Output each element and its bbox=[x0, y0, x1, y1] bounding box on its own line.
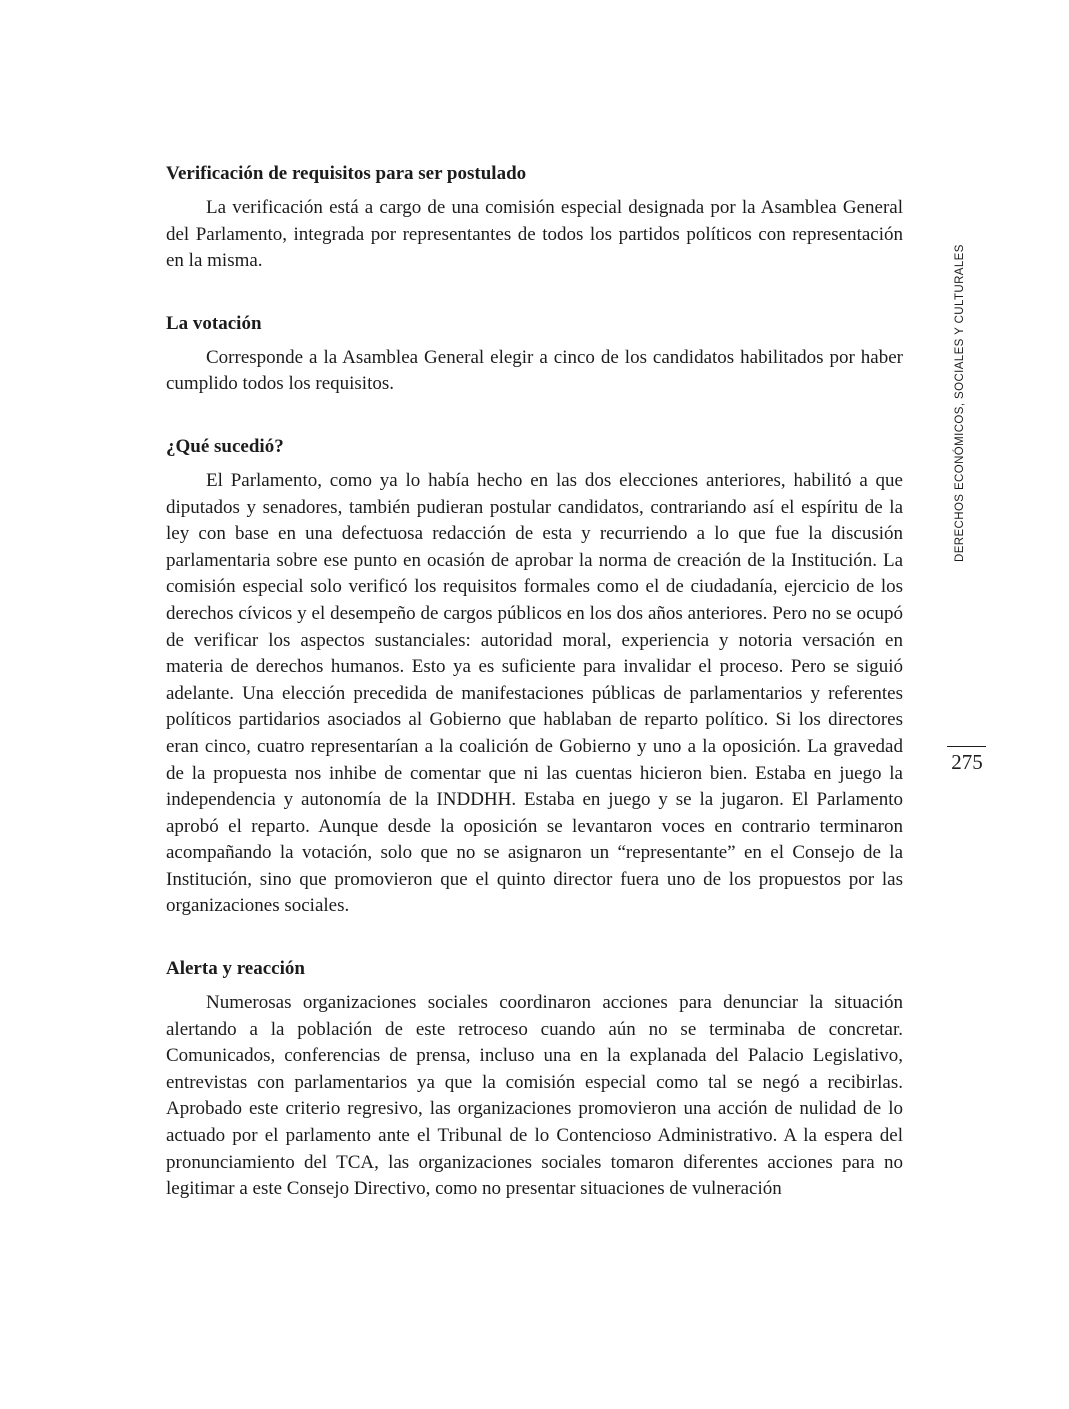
section-spacer bbox=[166, 920, 903, 956]
section-heading-votacion: La votación bbox=[166, 312, 262, 334]
running-section-label: DERECHOS ECONÓMICOS, SOCIALES Y CULTURALES bbox=[954, 244, 966, 562]
section-spacer bbox=[166, 398, 903, 434]
section-spacer bbox=[166, 275, 903, 311]
section-paragraph-votacion: Corresponde a la Asamblea General elegir a cinco de los candidatos habilitados por haber cumplido todos los requisitos. bbox=[166, 346, 903, 395]
section-paragraph-verificacion: La verificación está a cargo de una comisión especial designada por la Asamblea General del Parlamento, integrada por representantes de todos los partidos políticos con representación en la misma. bbox=[166, 197, 903, 272]
page-number: 275 bbox=[951, 750, 983, 774]
page-number-rule bbox=[947, 746, 986, 747]
page-body bbox=[166, 161, 903, 1203]
section-paragraph-que-sucedio: El Parlamento, como ya lo había hecho en las dos elecciones anteriores, habilitó a que diputados y senadores, también pudieran postular candidatos, contrariando así el espíritu de la ley con base en una defectuosa redacción de esta y recurriendo a lo que fue la discusión parlamentaria sobre ese punto en ocasión de aprobar la norma de creación de la Institución. La comisión especial solo verificó los requisitos formales como el de ciudadanía, ejercicio de los derechos cívicos y el desempeño de cargos públicos en los dos años anteriores. Pero no se ocupó de verificar los aspectos sustanciales: autoridad moral, experiencia y notoria versación en materia de derechos humanos. Esto ya es suficiente para invalidar el proceso. Pero se siguió adelante. Una elección precedida de manifestaciones públicas de parlamentarios y referentes políticos partidarios asociados al Gobierno que hablaban de reparto político. Si los directores eran cinco, cuatro representarían a la coalición de Gobierno y uno a la oposición. La gravedad de la propuesta nos inhibe de comentar que ni las cuentas hicieron bien. Estaba en juego la independencia y autonomía de la INDDHH. Estaba en juego y se la jugaron. El Parlamento aprobó el reparto. Aunque desde la oposición se levantaron voces en contrario terminaron acompañando la votación, solo que no se asignaron un “representante” en el Consejo de la Institución, sino que promovieron que el quinto director fuera uno de los propuestos por las organizaciones sociales. bbox=[166, 469, 903, 917]
section-heading-alerta: Alerta y reacción bbox=[166, 958, 305, 980]
section-heading-verificacion: Verificación de requisitos para ser postulado bbox=[166, 163, 527, 184]
section-paragraph-alerta: Numerosas organizaciones sociales coordinaron acciones para denunciar la situación alertando a la población de este retroceso cuando aún no se terminaba de concretar. Comunicados, conferencias de prensa, incluso una en la explanada del Palacio Legislativo, entrevistas con parlamentarios ya que la comisión especial como tal se negó a recibirlas. Aprobado este criterio regresivo, las organizaciones promovieron una acción de nulidad de lo actuado por el parlamento ante el Tribunal de lo Contencioso Administrativo. A la espera del pronunciamiento del TCA, las organizaciones sociales tomaron diferentes acciones para no legitimar a este Consejo Directivo, como no presentar situaciones de vulneración bbox=[166, 992, 903, 1200]
section-heading-que-sucedio: ¿Qué sucedió? bbox=[166, 435, 284, 457]
